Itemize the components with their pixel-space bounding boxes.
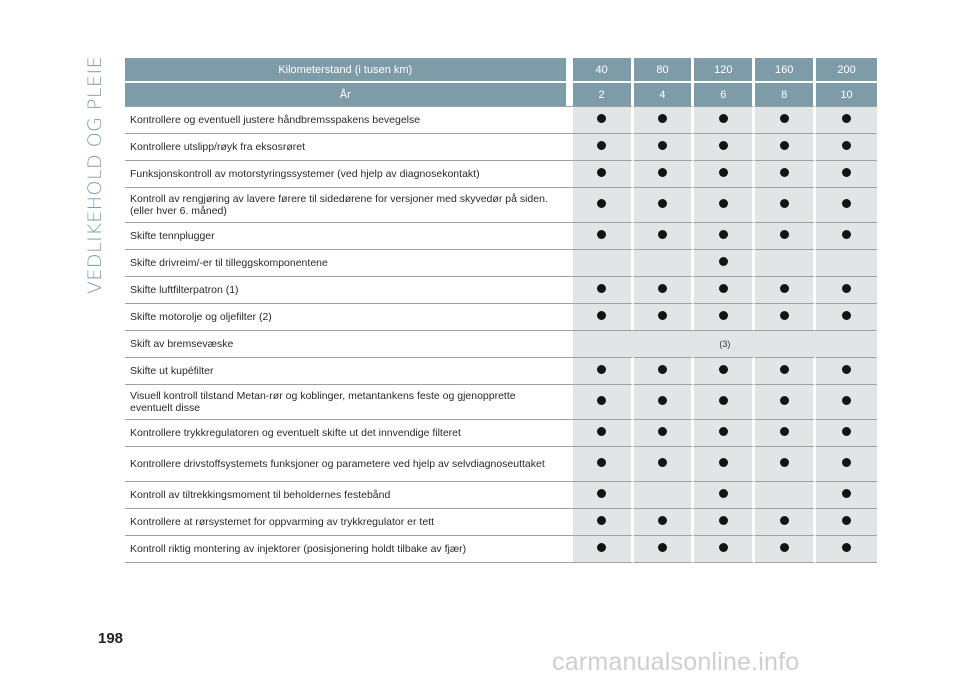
service-required-dot-icon	[719, 257, 728, 266]
service-required-dot-icon	[780, 365, 789, 374]
interval-cell	[755, 419, 816, 446]
service-item-label: Skifte tennplugger	[125, 222, 569, 249]
header-mileage-value: 120	[694, 58, 755, 81]
service-required-dot-icon	[719, 230, 728, 239]
interval-cell	[755, 160, 816, 187]
service-required-dot-icon	[658, 427, 667, 436]
service-required-dot-icon	[780, 199, 789, 208]
interval-cell	[755, 249, 816, 276]
interval-cell	[634, 133, 695, 160]
service-item-label: Kontroll riktig montering av injektorer (posisjonering holdt tilbake av fjær)	[125, 535, 569, 563]
interval-cell	[573, 249, 634, 276]
service-required-dot-icon	[597, 365, 606, 374]
service-item-label: Kontroll av rengjøring av lavere førere til sidedørene for versjoner med skyvedør på siden. (eller hver 6. måned)	[125, 187, 569, 222]
service-item-label: Skifte drivreim/-er til tilleggskomponentene	[125, 249, 569, 276]
service-required-dot-icon	[842, 114, 851, 123]
interval-cell	[694, 276, 755, 303]
service-required-dot-icon	[597, 458, 606, 467]
interval-cell	[694, 249, 755, 276]
service-required-dot-icon	[842, 141, 851, 150]
interval-cell	[573, 357, 634, 384]
interval-cell	[573, 303, 634, 330]
service-required-dot-icon	[658, 199, 667, 208]
interval-cell	[816, 276, 877, 303]
service-required-dot-icon	[842, 365, 851, 374]
service-item-label: Skifte motorolje og oljefilter (2)	[125, 303, 569, 330]
service-required-dot-icon	[719, 427, 728, 436]
service-required-dot-icon	[780, 284, 789, 293]
interval-cell	[573, 187, 634, 222]
table-row	[125, 508, 877, 535]
service-required-dot-icon	[842, 199, 851, 208]
interval-cell	[573, 276, 634, 303]
service-item-label: Kontrollere drivstoffsystemets funksjoner og parametere ved hjelp av selvdiagnoseuttaket	[125, 446, 569, 481]
interval-cell	[634, 508, 695, 535]
interval-cell	[694, 481, 755, 508]
service-required-dot-icon	[597, 114, 606, 123]
interval-cell	[755, 357, 816, 384]
interval-cell	[816, 222, 877, 249]
service-item-label: Kontroll av tiltrekkingsmoment til beholdernes festebånd	[125, 481, 569, 508]
interval-cell	[694, 357, 755, 384]
service-item-label: Skifte luftfilterpatron (1)	[125, 276, 569, 303]
service-required-dot-icon	[842, 516, 851, 525]
interval-cell	[573, 508, 634, 535]
table-row	[125, 160, 877, 187]
header-row-mileage	[125, 58, 877, 81]
interval-cell	[634, 222, 695, 249]
interval-cell	[634, 419, 695, 446]
interval-cell	[755, 508, 816, 535]
service-required-dot-icon	[597, 311, 606, 320]
interval-cell	[634, 249, 695, 276]
page-number: 198	[98, 630, 124, 647]
header-mileage-value: 80	[634, 58, 695, 81]
service-item-label: Kontrollere trykkregulatoren og eventuelt skifte ut det innvendige filteret	[125, 419, 569, 446]
service-required-dot-icon	[842, 311, 851, 320]
interval-cell	[755, 446, 816, 481]
service-required-dot-icon	[597, 516, 606, 525]
service-required-dot-icon	[597, 284, 606, 293]
interval-cell	[573, 535, 634, 563]
service-required-dot-icon	[597, 543, 606, 552]
service-required-dot-icon	[597, 168, 606, 177]
table-row	[125, 133, 877, 160]
header-year-value: 10	[816, 81, 877, 106]
table-row	[125, 419, 877, 446]
service-item-label: Kontrollere og eventuell justere håndbremsspakens bevegelse	[125, 106, 569, 133]
interval-cell	[816, 535, 877, 563]
header-year-value: 6	[694, 81, 755, 106]
interval-cell	[634, 535, 695, 563]
interval-cell	[755, 106, 816, 133]
header-mileage-label: Kilometerstand (i tusen km)	[125, 58, 569, 81]
interval-cell	[573, 133, 634, 160]
service-required-dot-icon	[842, 458, 851, 467]
service-required-dot-icon	[597, 141, 606, 150]
interval-cell	[694, 384, 755, 419]
service-required-dot-icon	[597, 199, 606, 208]
service-required-dot-icon	[719, 284, 728, 293]
table-row	[125, 330, 877, 357]
interval-cell	[573, 419, 634, 446]
table-row	[125, 357, 877, 384]
header-year-value: 2	[573, 81, 634, 106]
interval-cell	[755, 222, 816, 249]
interval-cell	[755, 535, 816, 563]
service-required-dot-icon	[780, 311, 789, 320]
service-required-dot-icon	[719, 199, 728, 208]
header-mileage-value: 160	[755, 58, 816, 81]
interval-cell	[694, 160, 755, 187]
interval-cell	[755, 133, 816, 160]
service-required-dot-icon	[719, 396, 728, 405]
interval-cell	[816, 481, 877, 508]
interval-cell	[634, 276, 695, 303]
interval-cell	[694, 303, 755, 330]
service-required-dot-icon	[719, 365, 728, 374]
header-mileage-value: 40	[573, 58, 634, 81]
interval-cell	[694, 133, 755, 160]
service-required-dot-icon	[597, 489, 606, 498]
interval-cell	[634, 384, 695, 419]
interval-cell	[694, 106, 755, 133]
table-row	[125, 535, 877, 563]
interval-cell	[816, 249, 877, 276]
service-required-dot-icon	[597, 396, 606, 405]
header-mileage-value: 200	[816, 58, 877, 81]
table-row	[125, 222, 877, 249]
interval-cell	[634, 446, 695, 481]
interval-cell	[573, 384, 634, 419]
interval-cell	[816, 160, 877, 187]
interval-cell	[816, 187, 877, 222]
service-required-dot-icon	[780, 396, 789, 405]
table-row	[125, 106, 877, 133]
service-item-label: Kontrollere at rørsystemet for oppvarming av trykkregulator er tett	[125, 508, 569, 535]
table-row	[125, 249, 877, 276]
table-row	[125, 187, 877, 222]
service-required-dot-icon	[719, 458, 728, 467]
service-item-label: Kontrollere utslipp/røyk fra eksosrøret	[125, 133, 569, 160]
table-row	[125, 481, 877, 508]
header-row-years	[125, 81, 877, 106]
service-required-dot-icon	[658, 543, 667, 552]
interval-cell	[694, 187, 755, 222]
service-required-dot-icon	[780, 427, 789, 436]
service-required-dot-icon	[842, 284, 851, 293]
service-item-label: Skifte ut kupéfilter	[125, 357, 569, 384]
service-required-dot-icon	[842, 543, 851, 552]
interval-cell	[634, 160, 695, 187]
service-required-dot-icon	[842, 427, 851, 436]
watermark: carmanualsonline.info	[552, 648, 800, 676]
interval-cell	[816, 357, 877, 384]
interval-cell	[634, 106, 695, 133]
table-row	[125, 446, 877, 481]
table-body	[125, 106, 877, 563]
interval-cell	[634, 187, 695, 222]
service-required-dot-icon	[658, 114, 667, 123]
interval-cell	[816, 303, 877, 330]
service-required-dot-icon	[658, 458, 667, 467]
interval-cell	[694, 535, 755, 563]
interval-cell	[573, 106, 634, 133]
service-required-dot-icon	[719, 141, 728, 150]
service-required-dot-icon	[658, 396, 667, 405]
interval-cell	[694, 446, 755, 481]
service-required-dot-icon	[719, 489, 728, 498]
interval-cell	[755, 187, 816, 222]
service-required-dot-icon	[658, 141, 667, 150]
service-required-dot-icon	[719, 311, 728, 320]
service-required-dot-icon	[719, 114, 728, 123]
service-required-dot-icon	[719, 543, 728, 552]
service-required-dot-icon	[842, 489, 851, 498]
maintenance-schedule-table	[125, 58, 877, 563]
interval-cell	[755, 384, 816, 419]
service-required-dot-icon	[780, 516, 789, 525]
service-required-dot-icon	[658, 311, 667, 320]
interval-cell	[634, 303, 695, 330]
interval-cell	[694, 508, 755, 535]
service-item-label: Visuell kontroll tilstand Metan-rør og koblinger, metantankens feste og gjenopprette eventuelt disse	[125, 384, 569, 419]
service-required-dot-icon	[658, 230, 667, 239]
service-item-label: Skift av bremsevæske	[125, 330, 569, 357]
header-year-value: 4	[634, 81, 695, 106]
table-row	[125, 384, 877, 419]
interval-cell	[816, 133, 877, 160]
service-required-dot-icon	[842, 396, 851, 405]
interval-cell	[816, 446, 877, 481]
table-row	[125, 276, 877, 303]
service-required-dot-icon	[658, 168, 667, 177]
service-required-dot-icon	[719, 516, 728, 525]
service-required-dot-icon	[780, 114, 789, 123]
service-required-dot-icon	[658, 516, 667, 525]
interval-cell	[816, 106, 877, 133]
service-required-dot-icon	[780, 458, 789, 467]
service-required-dot-icon	[658, 365, 667, 374]
service-required-dot-icon	[842, 230, 851, 239]
interval-cell	[573, 160, 634, 187]
interval-cell	[694, 419, 755, 446]
interval-note: (3)	[573, 330, 877, 357]
interval-cell	[816, 384, 877, 419]
interval-cell	[573, 446, 634, 481]
interval-cell	[755, 276, 816, 303]
header-year-value: 8	[755, 81, 816, 106]
service-required-dot-icon	[780, 230, 789, 239]
chapter-title-vertical	[80, 50, 110, 300]
chapter-title-text: VEDLIKEHOLD OG PLEIE	[84, 55, 107, 295]
service-required-dot-icon	[597, 427, 606, 436]
interval-cell	[694, 222, 755, 249]
interval-cell	[816, 419, 877, 446]
service-required-dot-icon	[780, 141, 789, 150]
interval-cell	[755, 303, 816, 330]
interval-cell	[573, 222, 634, 249]
interval-cell	[573, 481, 634, 508]
service-required-dot-icon	[842, 168, 851, 177]
header-year-label: År	[125, 81, 569, 106]
service-required-dot-icon	[658, 284, 667, 293]
service-required-dot-icon	[780, 168, 789, 177]
interval-cell	[634, 357, 695, 384]
service-item-label: Funksjonskontroll av motorstyringssystemer (ved hjelp av diagnosekontakt)	[125, 160, 569, 187]
interval-cell	[755, 481, 816, 508]
service-required-dot-icon	[719, 168, 728, 177]
service-required-dot-icon	[780, 543, 789, 552]
interval-cell	[816, 508, 877, 535]
table-row	[125, 303, 877, 330]
service-required-dot-icon	[597, 230, 606, 239]
interval-cell	[634, 481, 695, 508]
